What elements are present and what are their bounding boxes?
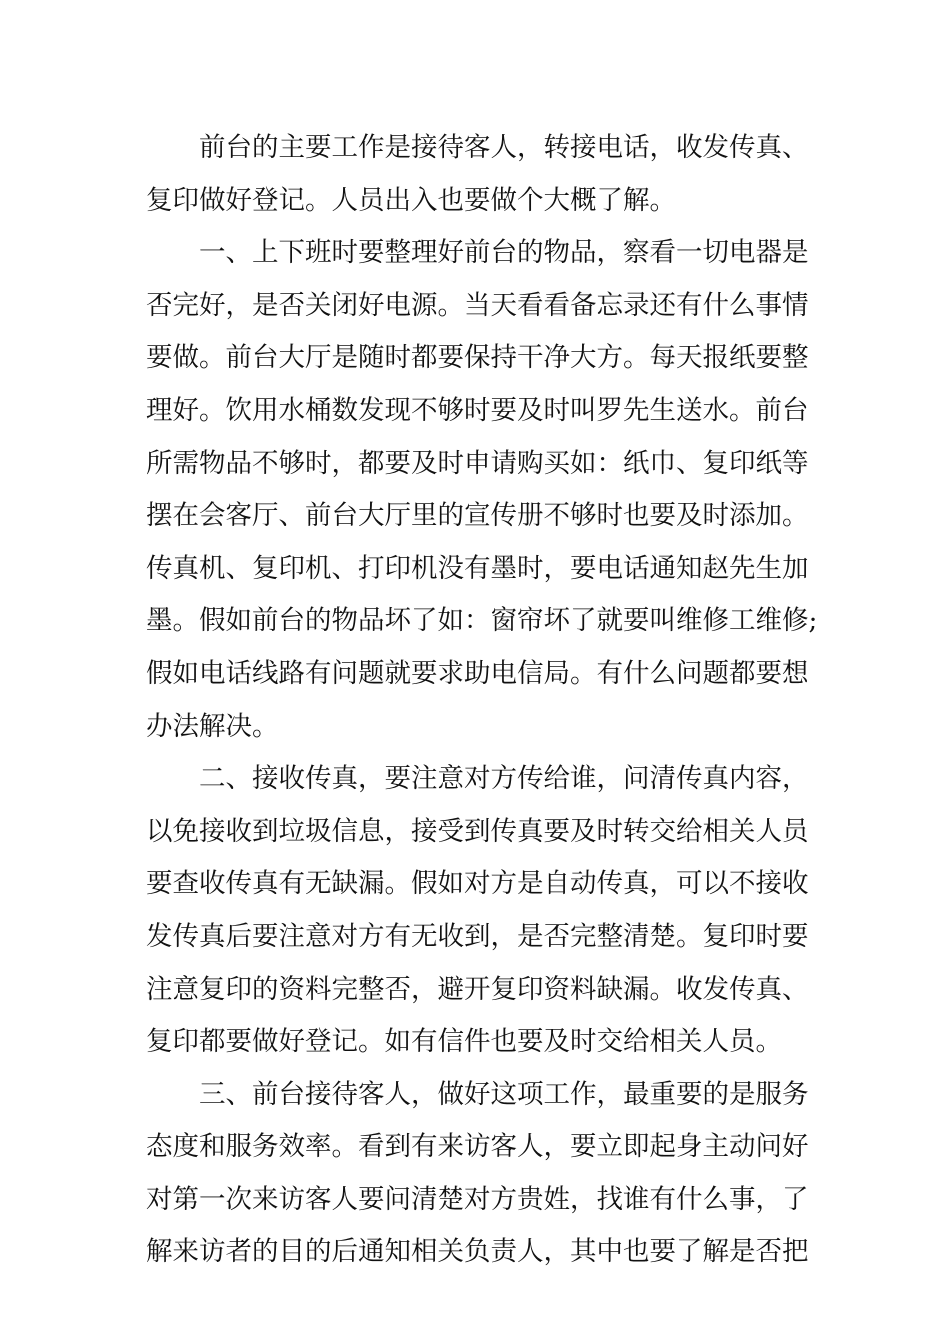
section-one-line: 办法解决。 — [146, 710, 279, 742]
section-one-line: 否完好，是否关闭好电源。当天看看备忘录还有什么事情 — [146, 289, 809, 321]
section-one-line: 理好。饮用水桶数发现不够时要及时叫罗先生送水。前台 — [146, 394, 809, 426]
section-three-line: 态度和服务效率。看到有来访客人，要立即起身主动问好 — [146, 1131, 809, 1163]
section-one-line: 传真机、复印机、打印机没有墨时，要电话通知赵先生加 — [146, 552, 809, 584]
section-two-line: 发传真后要注意对方有无收到，是否完整清楚。复印时要 — [146, 920, 809, 952]
section-one-line: 一、上下班时要整理好前台的物品，察看一切电器是 — [199, 237, 809, 269]
document-body — [146, 122, 818, 1279]
section-two-line: 二、接收传真，要注意对方传给谁，问清传真内容， — [199, 763, 809, 795]
paragraph-intro-line: 前台的主要工作是接待客人，转接电话，收发传真、 — [199, 132, 809, 163]
section-two-line: 以免接收到垃圾信息，接受到传真要及时转交给相关人员 — [146, 815, 809, 847]
section-one-line: 要做。前台大厅是随时都要保持干净大方。每天报纸要整 — [146, 342, 809, 374]
paragraph-intro-line: 复印做好登记。人员出入也要做个大概了解。 — [146, 184, 676, 216]
section-one-line: 假如电话线路有问题就要求助电信局。有什么问题都要想 — [146, 657, 809, 689]
section-three-line: 对第一次来访客人要问清楚对方贵姓，找谁有什么事，了 — [146, 1183, 809, 1215]
section-three-line: 解来访者的目的后通知相关负责人，其中也要了解是否把 — [146, 1236, 809, 1268]
section-two-line: 复印都要做好登记。如有信件也要及时交给相关人员。 — [146, 1026, 782, 1058]
section-one-line: 所需物品不够时，都要及时申请购买如：纸巾、复印纸等 — [146, 447, 809, 479]
section-three-line: 三、前台接待客人，做好这项工作，最重要的是服务 — [199, 1078, 809, 1110]
section-two-line: 注意复印的资料完整否，避开复印资料缺漏。收发传真、 — [146, 973, 809, 1005]
section-two-line: 要查收传真有无缺漏。假如对方是自动传真，可以不接收 — [146, 868, 809, 900]
section-one-line: 摆在会客厅、前台大厅里的宣传册不够时也要及时添加。 — [146, 500, 809, 532]
section-one-line: 墨。假如前台的物品坏了如：窗帘坏了就要叫维修工维修; — [146, 605, 818, 637]
